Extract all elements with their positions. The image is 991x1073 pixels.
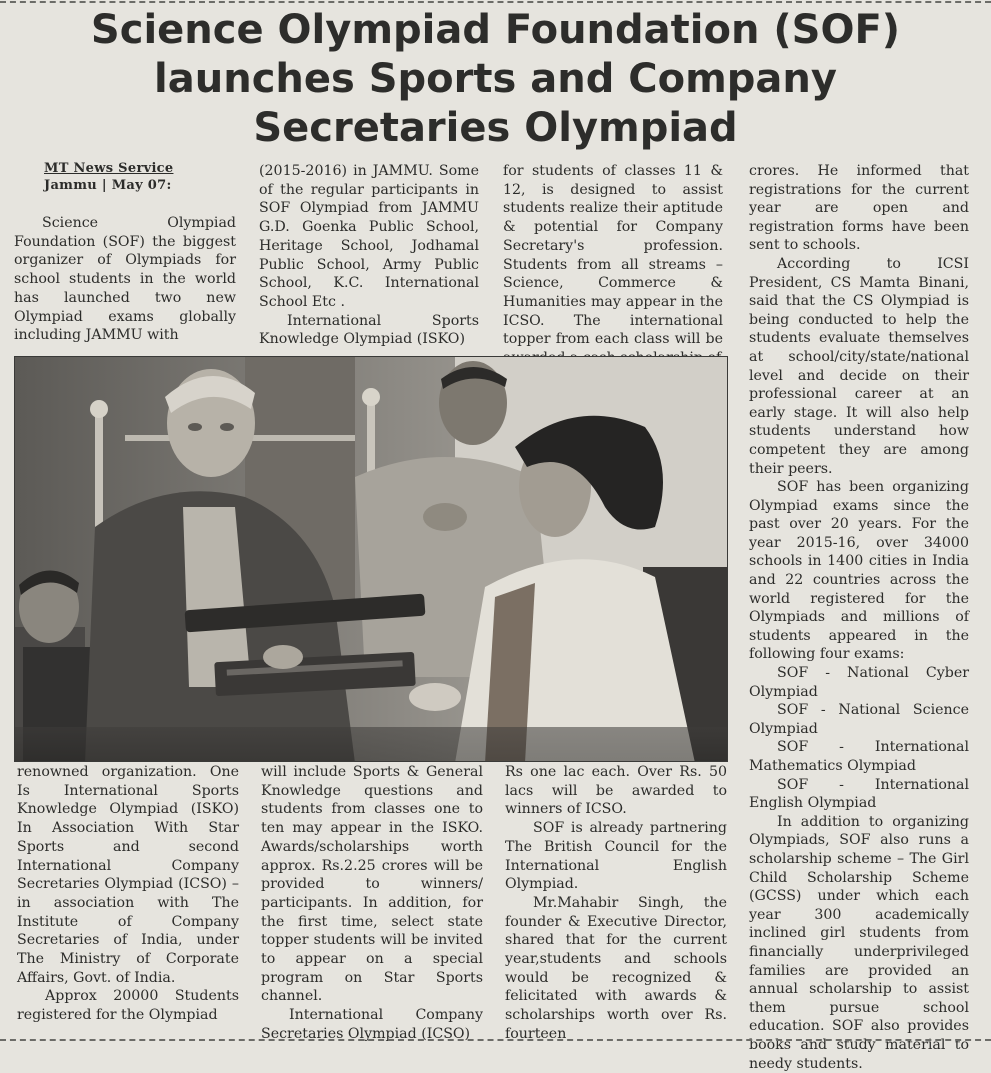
headline-line-3: Secretaries Olympiad bbox=[253, 105, 738, 151]
exam-list-item: SOF - International Mathematics Olympiad bbox=[749, 739, 969, 774]
bottom-border bbox=[0, 1039, 991, 1041]
article-paragraph: renowned organization. One Is International Sports Knowledge Olympiad (ISKO) In Association With Star Sports and second International Company Secretaries Olympiad (ICSO) – in association with The Institute of Company Secretaries of India, under The Ministry of Corporate Affairs, Govt. of India. bbox=[17, 764, 239, 986]
article-paragraph: Approx 20000 Students registered for the Olympiad bbox=[17, 988, 239, 1024]
column-1-bottom bbox=[17, 763, 239, 1025]
byline-service: MT News Service bbox=[44, 161, 174, 176]
article-paragraph: (2015-2016) in JAMMU. Some of the regular participants in SOF Olympiad from JAMMU G.D. Goenka Public School, Heritage School, Jodhamal Public School, Army Public School, K.C. International School Etc . bbox=[259, 163, 479, 310]
article-paragraph: SOF has been organizing Olympiad exams since the past over 20 years. For the year 2015-16, over 34000 schools in 1400 cities in India and 22 countries across the world registered for the Olympiads and millions of students appeared in the following four exams: bbox=[749, 479, 969, 663]
column-4 bbox=[749, 162, 969, 1073]
photo-illustration bbox=[15, 357, 728, 762]
headline-line-1: Science Olympiad Foundation (SOF) bbox=[90, 7, 901, 53]
article-paragraph: Science Olympiad Foundation (SOF) the biggest organizer of Olympiads for school students in the world has launched two new Olympiad exams globally including JAMMU with bbox=[14, 215, 236, 344]
article-paragraph: SOF is already partnering The British Council for the International English Olympiad. bbox=[505, 820, 727, 893]
article-paragraph: will include Sports & General Knowledge questions and students from classes one to ten may appear in the ISKO. Awards/scholarships worth approx. Rs.2.25 crores will be provided to winners/ participants. In addition, for the first time, select state topper students will be invited to appear on a special program on Star Sports channel. bbox=[261, 764, 483, 1005]
top-border bbox=[0, 1, 991, 3]
exam-list-item: SOF - National Cyber Olympiad bbox=[749, 665, 969, 700]
article-paragraph: crores. He informed that registrations for the current year are open and registration forms have been sent to schools. bbox=[749, 163, 969, 254]
exam-list-item: SOF - National Science Olympiad bbox=[749, 702, 969, 737]
headline-line-2: launches Sports and Company bbox=[154, 56, 837, 102]
byline-dateline: Jammu | May 07: bbox=[44, 178, 172, 193]
article-paragraph: In addition to organizing Olympiads, SOF also runs a scholarship scheme – The Girl Child Scholarship Scheme (GCSS) under which each year 300 academically inclined girl students from financially underprivileged families are provided an annual scholarship to assist them pursue school education. SOF also provides books and study material to needy students. bbox=[749, 813, 969, 1072]
column-1-top bbox=[14, 160, 236, 345]
column-2-bottom bbox=[261, 763, 483, 1044]
article-paragraph: According to ICSI President, CS Mamta Binani, said that the CS Olympiad is being conducted to help the students evaluate themselves at school/city/state/national level and decide on their professional career at an early stage. It will also help students understand how competent they are among their peers. bbox=[749, 255, 969, 477]
article-paragraph: International Company Secretaries Olympiad (ICSO) bbox=[261, 1007, 483, 1042]
news-photo bbox=[14, 356, 728, 762]
column-3-top bbox=[503, 162, 723, 368]
article-paragraph: International Sports Knowledge Olympiad (ISKO) bbox=[259, 312, 479, 348]
column-2-top bbox=[259, 162, 479, 349]
article-paragraph: Mr.Mahabir Singh, the founder & Executive Director, shared that for the current year,students and schools would be recognized & felicitated with awards & scholarships worth over Rs. fourteen bbox=[505, 894, 727, 1042]
exam-list-item: SOF - International English Olympiad bbox=[749, 776, 969, 812]
article-paragraph: for students of classes 11 & 12, is designed to assist students realize their aptitude & potential for Company Secretary's profession. Students from all streams – Science, Commerce & Humanities may appear in the ICSO. The international topper from each class will be bbox=[503, 163, 723, 348]
column-3-bottom bbox=[505, 763, 727, 1044]
article-paragraph: Rs one lac each. Over Rs. 50 lacs will be awarded to winners of ICSO. bbox=[505, 764, 727, 818]
